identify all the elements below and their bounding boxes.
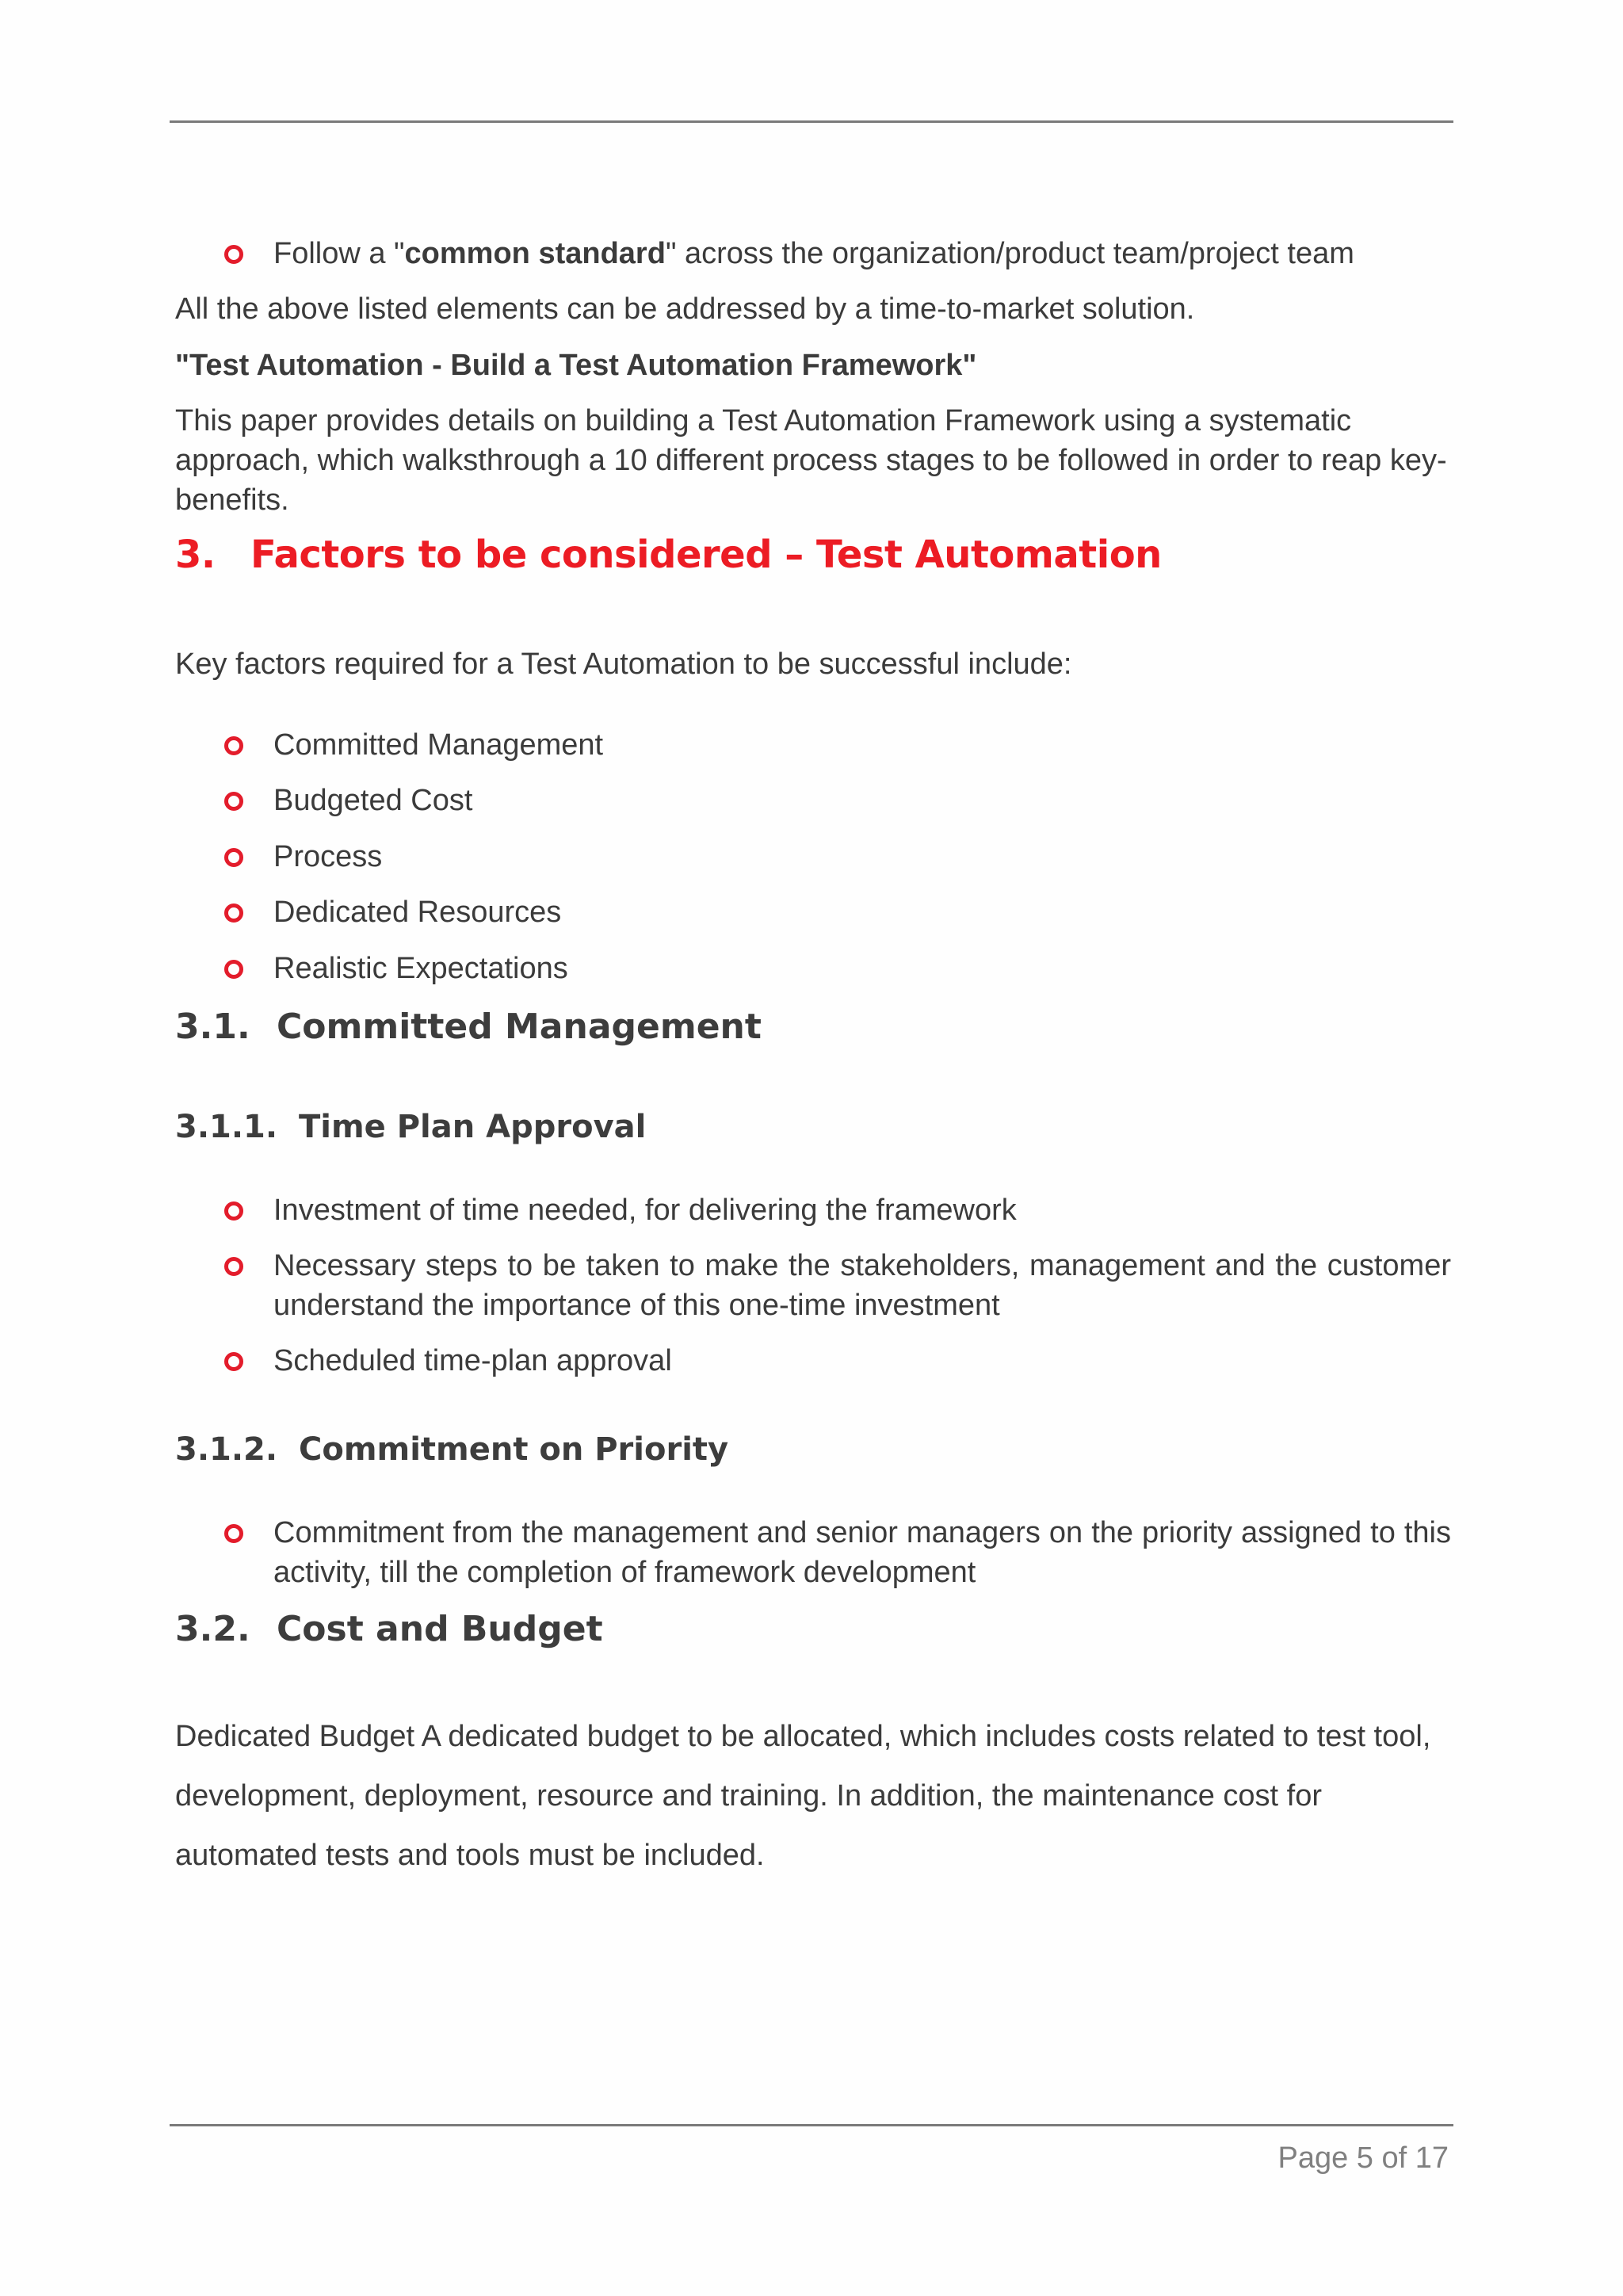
factor-label: Realistic Expectations [273, 952, 568, 985]
header-rule [170, 120, 1453, 123]
section-number: 3.1. [175, 1007, 250, 1047]
budget-line: Dedicated Budget A dedicated budget to be allocated, which includes costs related to test tool, [175, 1720, 1431, 1753]
section-number: 3.1.1. [175, 1109, 278, 1145]
section-title: Cost and Budget [277, 1609, 603, 1649]
bullet-text: Necessary steps to be taken to make the stakeholders, management and the customer understand the importance of this one-time investment [273, 1249, 1451, 1322]
bullet-ring-icon [224, 1524, 243, 1543]
section-number: 3.1.2. [175, 1431, 278, 1468]
page-number: Page 5 of 17 [1277, 2141, 1449, 2175]
bullet-text [273, 234, 1451, 273]
bullet-suffix: " across the organization/product team/project team [665, 237, 1354, 270]
bullet-ring-icon [224, 1201, 243, 1221]
bullet-text: Investment of time needed, for delivering the framework [273, 1194, 1017, 1227]
paper-paragraph: This paper provides details on building a Test Automation Framework using a systematic approach, which walksthrough a 10 different process stages to be followed in order to reap key-benefits. [175, 404, 1447, 517]
budget-line: automated tests and tools must be included. [175, 1839, 765, 1872]
bullet-ring-icon [224, 1352, 243, 1371]
bullet-bold-phrase: common standard [404, 237, 666, 270]
factor-label: Process [273, 840, 383, 873]
section-title: Factors to be considered – Test Automation [250, 533, 1162, 577]
section-title: Time Plan Approval [299, 1109, 647, 1145]
bullet-ring-icon [224, 904, 243, 923]
bullet-text: Scheduled time-plan approval [273, 1344, 672, 1377]
bullet-ring-icon [224, 848, 243, 867]
section-number: 3. [175, 533, 216, 577]
section-3-lead: Key factors required for a Test Automation to be successful include: [175, 648, 1072, 681]
bullet-ring-icon [224, 245, 243, 264]
framework-quote-title: "Test Automation - Build a Test Automation Framework" [175, 349, 977, 382]
bullet-prefix: Follow a " [273, 237, 405, 270]
section-number: 3.2. [175, 1609, 250, 1649]
factor-label: Committed Management [273, 728, 604, 762]
footer-rule [170, 2124, 1453, 2126]
factor-label: Budgeted Cost [273, 784, 473, 817]
bullet-ring-icon [224, 960, 243, 979]
factor-label: Dedicated Resources [273, 896, 562, 929]
section-title: Commitment on Priority [299, 1431, 729, 1468]
bullet-text: Commitment from the management and senior managers on the priority assigned to this activity, till the completion of framework development [273, 1516, 1451, 1589]
bullet-ring-icon [224, 1257, 243, 1276]
budget-line: development, deployment, resource and training. In addition, the maintenance cost for [175, 1779, 1322, 1813]
addressed-line: All the above listed elements can be addressed by a time-to-market solution. [175, 292, 1195, 326]
bullet-ring-icon [224, 792, 243, 811]
section-title: Committed Management [277, 1007, 762, 1047]
bullet-ring-icon [224, 736, 243, 755]
